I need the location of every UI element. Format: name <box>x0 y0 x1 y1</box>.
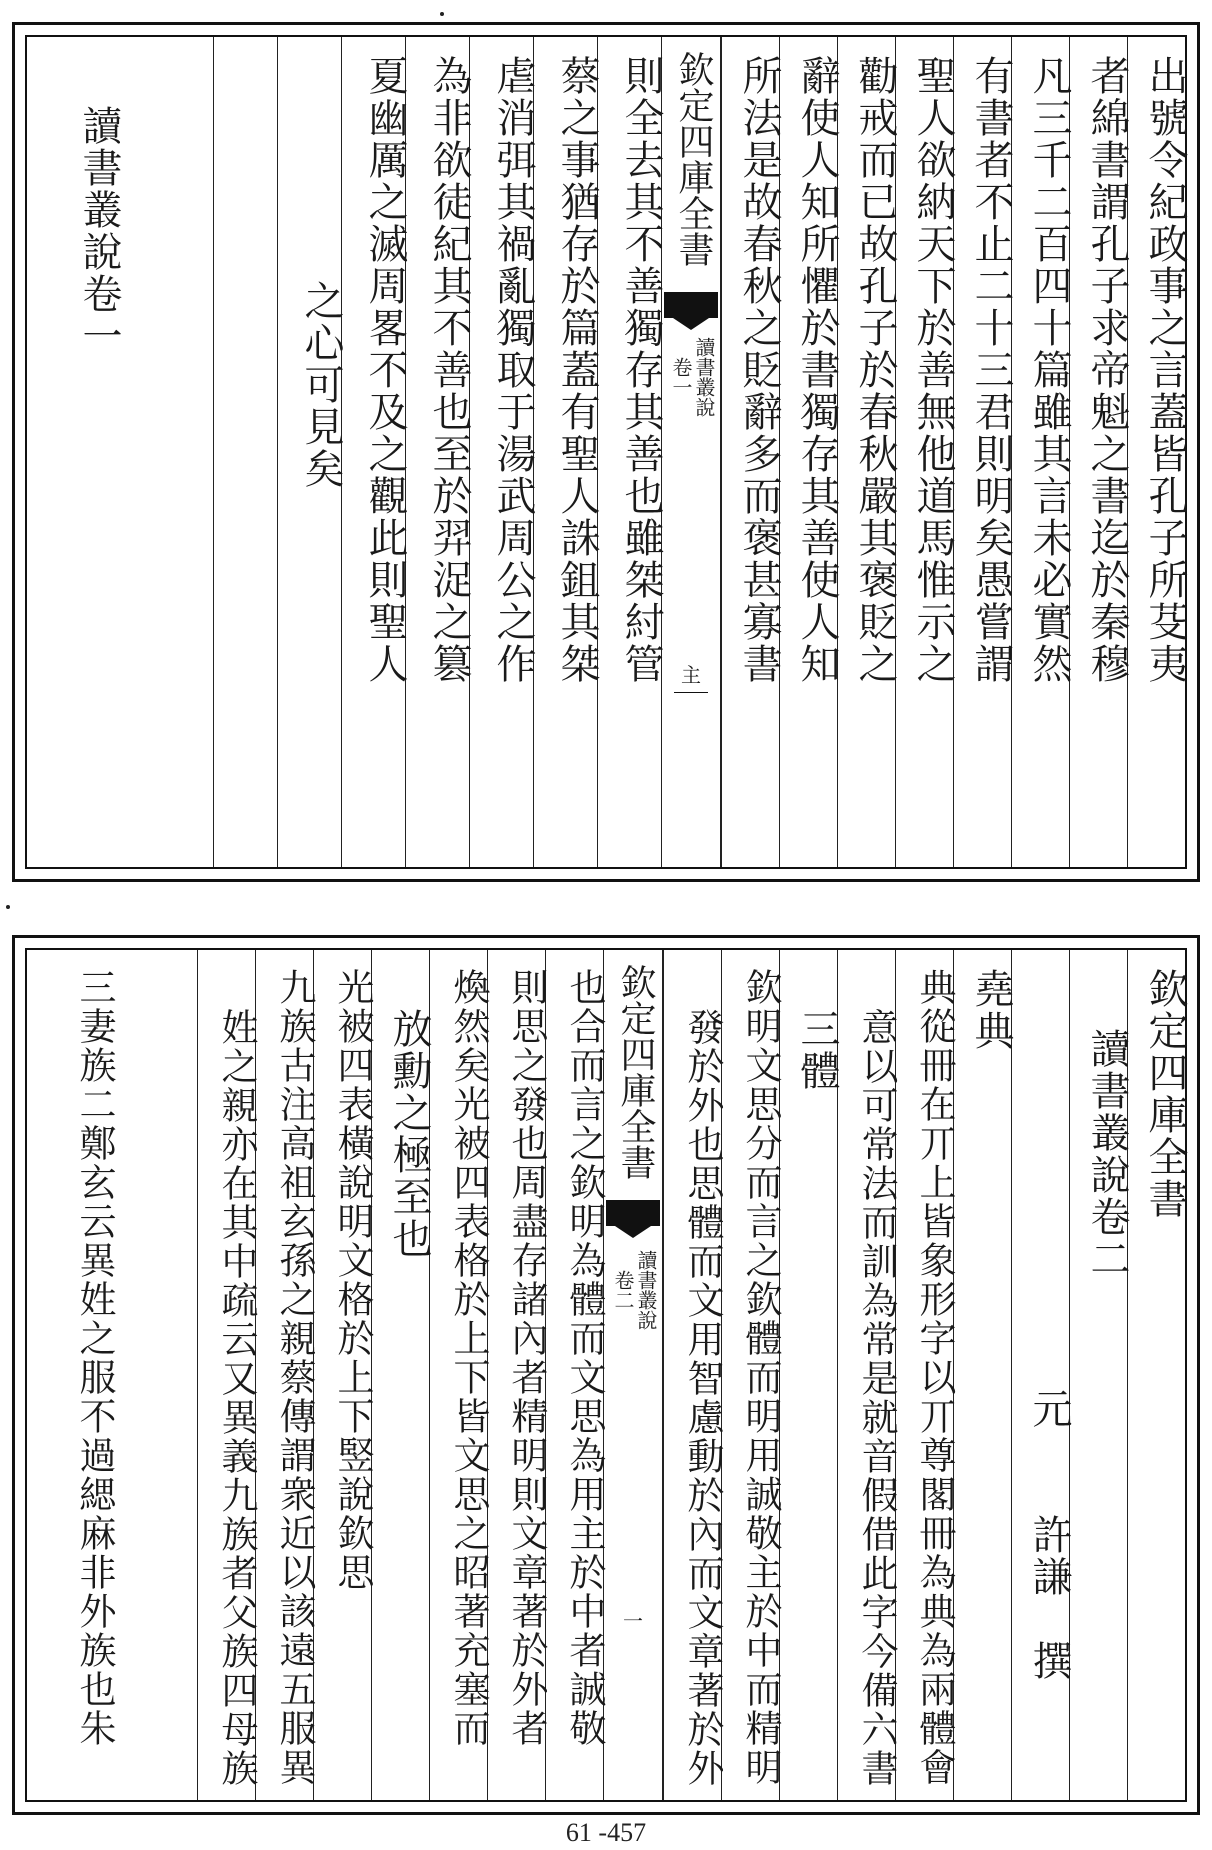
column-text: 則思之發也周盡存諸內者精明則文章著於外者 <box>505 968 548 1748</box>
text-column <box>429 950 490 1800</box>
column-text: 姓之親亦在其中疏云又異義九族者父族四母族 <box>215 1008 258 1788</box>
center-divider-line <box>674 692 708 693</box>
text-column <box>469 37 536 867</box>
fishtail-mark <box>664 292 718 318</box>
top-page-frame <box>12 22 1200 882</box>
column-text: 之心可見矣 <box>298 280 344 490</box>
text-column <box>341 37 408 867</box>
center-volume-label: 卷一 <box>669 357 693 397</box>
center-head-title: 欽定四庫全書 <box>615 964 656 1180</box>
text-column <box>213 37 277 867</box>
column-text: 三體 <box>794 1008 840 1092</box>
text-column <box>597 37 664 867</box>
text-column <box>1127 950 1188 1800</box>
column-text: 煥然矣光被四表格於上下皆文思之昭著充塞而 <box>447 968 490 1748</box>
text-column <box>1069 950 1130 1800</box>
text-column <box>895 37 956 867</box>
text-column <box>371 950 432 1800</box>
column-text: 蔡之事猶存於篇蓋有聖人誅鉏其桀 <box>554 55 600 685</box>
column-text: 有書者不止二十三君則明矣愚嘗謂 <box>968 55 1014 685</box>
column-text: 夏幽厲之滅周畧不及之觀此則聖人 <box>362 55 408 685</box>
text-column <box>721 950 782 1800</box>
column-text: 出號令紀政事之言蓋皆孔子所芟夷 <box>1142 55 1188 685</box>
column-text: 典從冊在丌上皆象形字以丌尊閣冊為典為兩體會 <box>913 968 956 1787</box>
text-column <box>779 950 840 1800</box>
text-column <box>545 950 606 1800</box>
text-column <box>1127 37 1188 867</box>
column-text: 也合而言之欽明為體而文思為用主於中者誠敬 <box>563 968 606 1748</box>
column-text: 所法是故春秋之貶辭多而褒甚寡書 <box>736 55 782 685</box>
text-column <box>1069 37 1130 867</box>
text-column <box>405 37 472 867</box>
text-column <box>1011 950 1072 1800</box>
volume-title: 讀書叢說卷二 <box>1084 1028 1130 1280</box>
bottom-page-inner-frame <box>25 948 1187 1802</box>
text-column <box>277 37 344 867</box>
text-column <box>895 950 956 1800</box>
text-column <box>953 950 1014 1800</box>
column-text: 凡三千二百四十篇雖其言未必實然 <box>1026 55 1072 685</box>
column-text: 意以可常法而訓為常是就音假借此字今備六書 <box>855 1008 898 1788</box>
center-book-title: 讀書叢說 <box>634 1250 658 1330</box>
text-column <box>255 950 316 1800</box>
top-page-inner-frame <box>25 35 1187 869</box>
center-page-number: 主 <box>681 663 701 687</box>
center-head-title: 欽定四庫全書 <box>673 51 714 267</box>
center-margin-column <box>603 950 663 1800</box>
column-text: 三妻族二鄭玄云異姓之服不過緦麻非外族也朱 <box>73 968 116 1748</box>
library-title: 欽定四庫全書 <box>1142 968 1188 1220</box>
center-book-title: 讀書叢說 <box>692 337 716 417</box>
text-column <box>721 37 782 867</box>
column-text: 光被四表橫說明文格於上下竪說欽思 <box>331 968 374 1592</box>
column-text: 者綿書謂孔子求帝魁之書迄於秦穆 <box>1084 55 1130 685</box>
text-column <box>837 37 898 867</box>
text-column <box>27 950 116 1800</box>
text-column <box>953 37 1014 867</box>
column-text: 發於外也思體而文用智慮動於內而文章著於外 <box>681 1008 724 1788</box>
page-number: 61 -457 <box>565 1818 647 1847</box>
column-text: 九族古注高祖玄孫之親蔡傳謂衆近以該遠五服異 <box>273 968 316 1787</box>
column-text: 放勳之極至也 <box>386 1008 432 1260</box>
center-volume-label: 卷二 <box>611 1270 635 1310</box>
column-text: 虐消弭其禍亂獨取于湯武周公之作 <box>490 55 536 685</box>
bottom-page-frame <box>12 935 1200 1815</box>
scan-speck <box>6 905 10 909</box>
text-column <box>533 37 600 867</box>
text-column <box>313 950 374 1800</box>
column-text: 則全去其不善獨存其善也雖桀紂管 <box>618 55 664 685</box>
author-line: 元 許謙 撰 <box>1026 1388 1072 1682</box>
column-text: 為非欲徒紀其不善也至於羿浞之篡 <box>426 55 472 685</box>
volume-end-title: 讀書叢說卷一 <box>76 105 122 357</box>
column-text: 辭使人知所懼於書獨存其善使人知 <box>794 55 840 685</box>
column-text: 聖人欲納天下於善無他道馬惟示之 <box>910 55 956 685</box>
center-page-number: 一 <box>623 1609 643 1633</box>
column-text: 欽明文思分而言之欽體而明用誠敬主於中而精明 <box>739 968 782 1787</box>
text-column <box>27 37 122 867</box>
center-margin-column <box>661 37 721 867</box>
scan-speck <box>440 12 444 16</box>
fishtail-mark <box>606 1200 660 1226</box>
text-column <box>487 950 548 1800</box>
text-column <box>779 37 840 867</box>
column-text: 勸戒而已故孔子於春秋嚴其褒貶之 <box>852 55 898 685</box>
text-column <box>197 950 258 1800</box>
section-heading: 堯典 <box>968 968 1014 1052</box>
text-column <box>663 950 724 1800</box>
text-column <box>1011 37 1072 867</box>
text-column <box>837 950 898 1800</box>
